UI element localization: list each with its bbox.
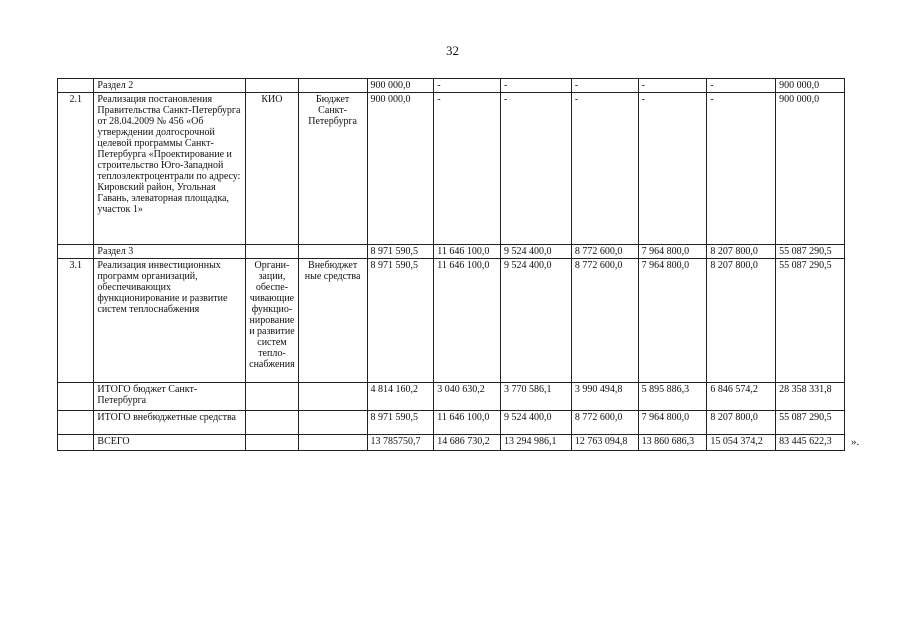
value-cell: 11 646 100,0 xyxy=(434,259,501,383)
value-cell: 13 785750,7 xyxy=(367,435,434,451)
value-cell: 11 646 100,0 xyxy=(434,411,501,435)
total-label: ВСЕГО xyxy=(94,435,246,451)
value-cell: 8 772 600,0 xyxy=(571,245,638,259)
section-label: Раздел 2 xyxy=(94,79,246,93)
value-cell: 900 000,0 xyxy=(367,93,434,245)
value-cell: 3 990 494,8 xyxy=(571,383,638,411)
value-cell: - xyxy=(434,93,501,245)
value-cell: - xyxy=(501,79,572,93)
value-cell: - xyxy=(707,79,776,93)
item-source: Бюджет Санкт-Петербурга xyxy=(298,93,367,245)
value-cell: 8 772 600,0 xyxy=(571,411,638,435)
item-row xyxy=(58,259,845,383)
value-cell: 9 524 400,0 xyxy=(501,259,572,383)
value-cell: 55 087 290,5 xyxy=(776,411,845,435)
value-cell: 3 040 630,2 xyxy=(434,383,501,411)
value-cell: 8 971 590,5 xyxy=(367,259,434,383)
value-cell: 83 445 622,3 xyxy=(776,435,845,451)
empty-cell xyxy=(58,411,94,435)
value-cell: 8 971 590,5 xyxy=(367,411,434,435)
total-label: ИТОГО внебюджетные средства xyxy=(94,411,246,435)
value-cell: 9 524 400,0 xyxy=(501,411,572,435)
budget-table xyxy=(57,78,845,451)
value-cell: 14 686 730,2 xyxy=(434,435,501,451)
item-number: 2.1 xyxy=(58,93,94,245)
empty-cell xyxy=(246,435,299,451)
total-label: ИТОГО бюджет Санкт-Петербурга xyxy=(94,383,246,411)
item-executor: КИО xyxy=(246,93,299,245)
value-cell: 4 814 160,2 xyxy=(367,383,434,411)
value-cell: 3 770 586,1 xyxy=(501,383,572,411)
section-row xyxy=(58,245,845,259)
empty-cell xyxy=(58,245,94,259)
value-cell: 7 964 800,0 xyxy=(638,411,707,435)
section-label: Раздел 3 xyxy=(94,245,246,259)
value-cell: 900 000,0 xyxy=(776,93,845,245)
value-cell: 15 054 374,2 xyxy=(707,435,776,451)
empty-cell xyxy=(298,383,367,411)
item-number: 3.1 xyxy=(58,259,94,383)
value-cell: 28 358 331,8 xyxy=(776,383,845,411)
empty-cell xyxy=(298,245,367,259)
value-cell: - xyxy=(707,93,776,245)
value-cell: 7 964 800,0 xyxy=(638,245,707,259)
value-cell: 6 846 574,2 xyxy=(707,383,776,411)
item-name: Реализация инвестиционных программ организаций, обеспечивающих функционирование и развитие систем теплоснабжения xyxy=(94,259,246,383)
value-cell: - xyxy=(638,93,707,245)
empty-cell xyxy=(58,435,94,451)
item-source: Внебюджет ные средства xyxy=(298,259,367,383)
item-executor: Органи-зации, обеспе-чивающие функцио-нирование и развитие систем тепло-снабжения xyxy=(246,259,299,383)
value-cell: - xyxy=(638,79,707,93)
total-row xyxy=(58,411,845,435)
value-cell: 9 524 400,0 xyxy=(501,245,572,259)
value-cell: - xyxy=(571,93,638,245)
empty-cell xyxy=(246,383,299,411)
value-cell: - xyxy=(571,79,638,93)
table-body xyxy=(58,79,845,451)
value-cell: 55 087 290,5 xyxy=(776,245,845,259)
page-number: 32 xyxy=(446,43,459,58)
value-cell: 11 646 100,0 xyxy=(434,245,501,259)
empty-cell xyxy=(246,411,299,435)
closing-mark: ». xyxy=(851,436,860,448)
value-cell: 13 860 686,3 xyxy=(638,435,707,451)
item-row xyxy=(58,93,845,245)
empty-cell xyxy=(298,79,367,93)
item-name: Реализация постановления Правительства Санкт-Петербурга от 28.04.2009 № 456 «Об утверждении долгосрочной целевой программы Санкт-Петербурга «Проектирование и строительство Юго-Западной теплоэлектроцентрали по адресу: Кировский район, Угольная Гавань, элеваторная площадка, участок 1» xyxy=(94,93,246,245)
empty-cell xyxy=(58,79,94,93)
total-row xyxy=(58,435,845,451)
value-cell: 5 895 886,3 xyxy=(638,383,707,411)
value-cell: 13 294 986,1 xyxy=(501,435,572,451)
value-cell: 8 207 800,0 xyxy=(707,245,776,259)
value-cell: 8 971 590,5 xyxy=(367,245,434,259)
empty-cell xyxy=(298,435,367,451)
empty-cell xyxy=(246,79,299,93)
section-row xyxy=(58,79,845,93)
value-cell: 8 207 800,0 xyxy=(707,259,776,383)
value-cell: 8 207 800,0 xyxy=(707,411,776,435)
value-cell: 8 772 600,0 xyxy=(571,259,638,383)
value-cell: - xyxy=(501,93,572,245)
total-row xyxy=(58,383,845,411)
value-cell: 900 000,0 xyxy=(367,79,434,93)
value-cell: 12 763 094,8 xyxy=(571,435,638,451)
value-cell: 7 964 800,0 xyxy=(638,259,707,383)
empty-cell xyxy=(246,245,299,259)
value-cell: 900 000,0 xyxy=(776,79,845,93)
value-cell: 55 087 290,5 xyxy=(776,259,845,383)
empty-cell xyxy=(298,411,367,435)
value-cell: - xyxy=(434,79,501,93)
empty-cell xyxy=(58,383,94,411)
